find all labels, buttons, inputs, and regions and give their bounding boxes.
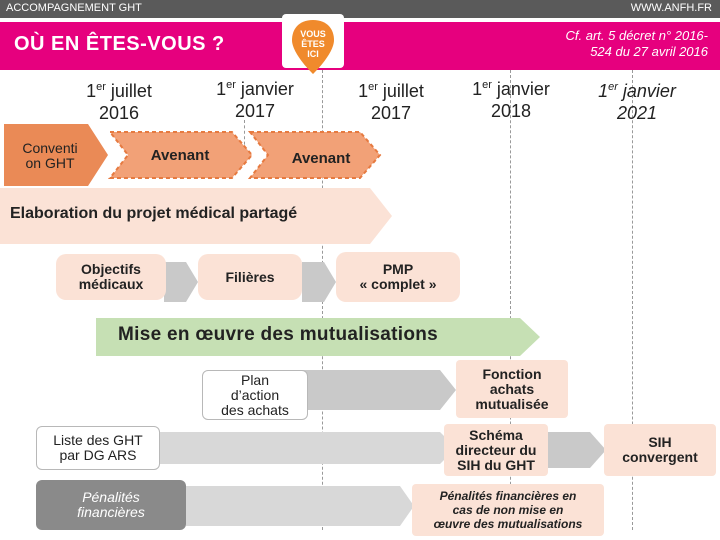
connector-arrow xyxy=(300,370,456,410)
badge-line: ICI xyxy=(307,49,319,59)
section-label: ACCOMPAGNEMENT GHT xyxy=(6,2,142,14)
badge-line: ÊTES xyxy=(301,39,325,49)
timeline-date: 1er juillet 2017 xyxy=(358,81,424,123)
avenant-label: Avenant xyxy=(150,146,210,164)
timeline-date: 1er janvier 2018 xyxy=(472,79,550,121)
sih-convergent-box: SIH convergent xyxy=(604,424,716,476)
timeline-date: 1er janvier 2017 xyxy=(216,79,294,121)
pmp-box: PMP « complet » xyxy=(336,252,460,302)
fonction-achats-box: Fonction achats mutualisée xyxy=(456,360,568,418)
liste-ght-box: Liste des GHT par DG ARS xyxy=(36,426,160,470)
reference-line: Cf. art. 5 décret n° 2016- xyxy=(565,28,708,43)
reference-line: 524 du 27 avril 2016 xyxy=(590,44,708,59)
badge-line: VOUS xyxy=(300,29,326,39)
connector-arrow xyxy=(150,432,456,464)
plan-achats-box: Plan d’action des achats xyxy=(202,370,308,420)
connector-arrow xyxy=(302,262,336,302)
timeline-date: 1er juillet 2016 xyxy=(86,81,152,123)
objectifs-medicaux-box: Objectifs médicaux xyxy=(56,254,166,300)
mutualisations-label: Mise en œuvre des mutualisations xyxy=(118,324,439,345)
connector-arrow xyxy=(186,486,414,526)
website-link[interactable]: WWW.ANFH.FR xyxy=(630,2,712,14)
avenant-label: Avenant xyxy=(291,149,351,167)
convention-ght-label: Conventi on GHT xyxy=(22,140,78,171)
page-title: OÙ EN ÊTES-VOUS ? xyxy=(14,33,225,55)
filieres-box: Filières xyxy=(198,254,302,300)
timeline-date: 1er janvier 2021 xyxy=(598,81,676,123)
schema-directeur-box: Schéma directeur du SIH du GHT xyxy=(444,424,548,476)
penalites-financieres-box: Pénalités financières xyxy=(36,480,186,530)
connector-arrow xyxy=(548,432,606,468)
projet-medical-label: Elaboration du projet médical partagé xyxy=(10,205,298,222)
penalites-non-mutualisation-box: Pénalités financières en cas de non mise en œuvre des mutualisations xyxy=(412,484,604,536)
connector-arrow xyxy=(164,262,198,302)
